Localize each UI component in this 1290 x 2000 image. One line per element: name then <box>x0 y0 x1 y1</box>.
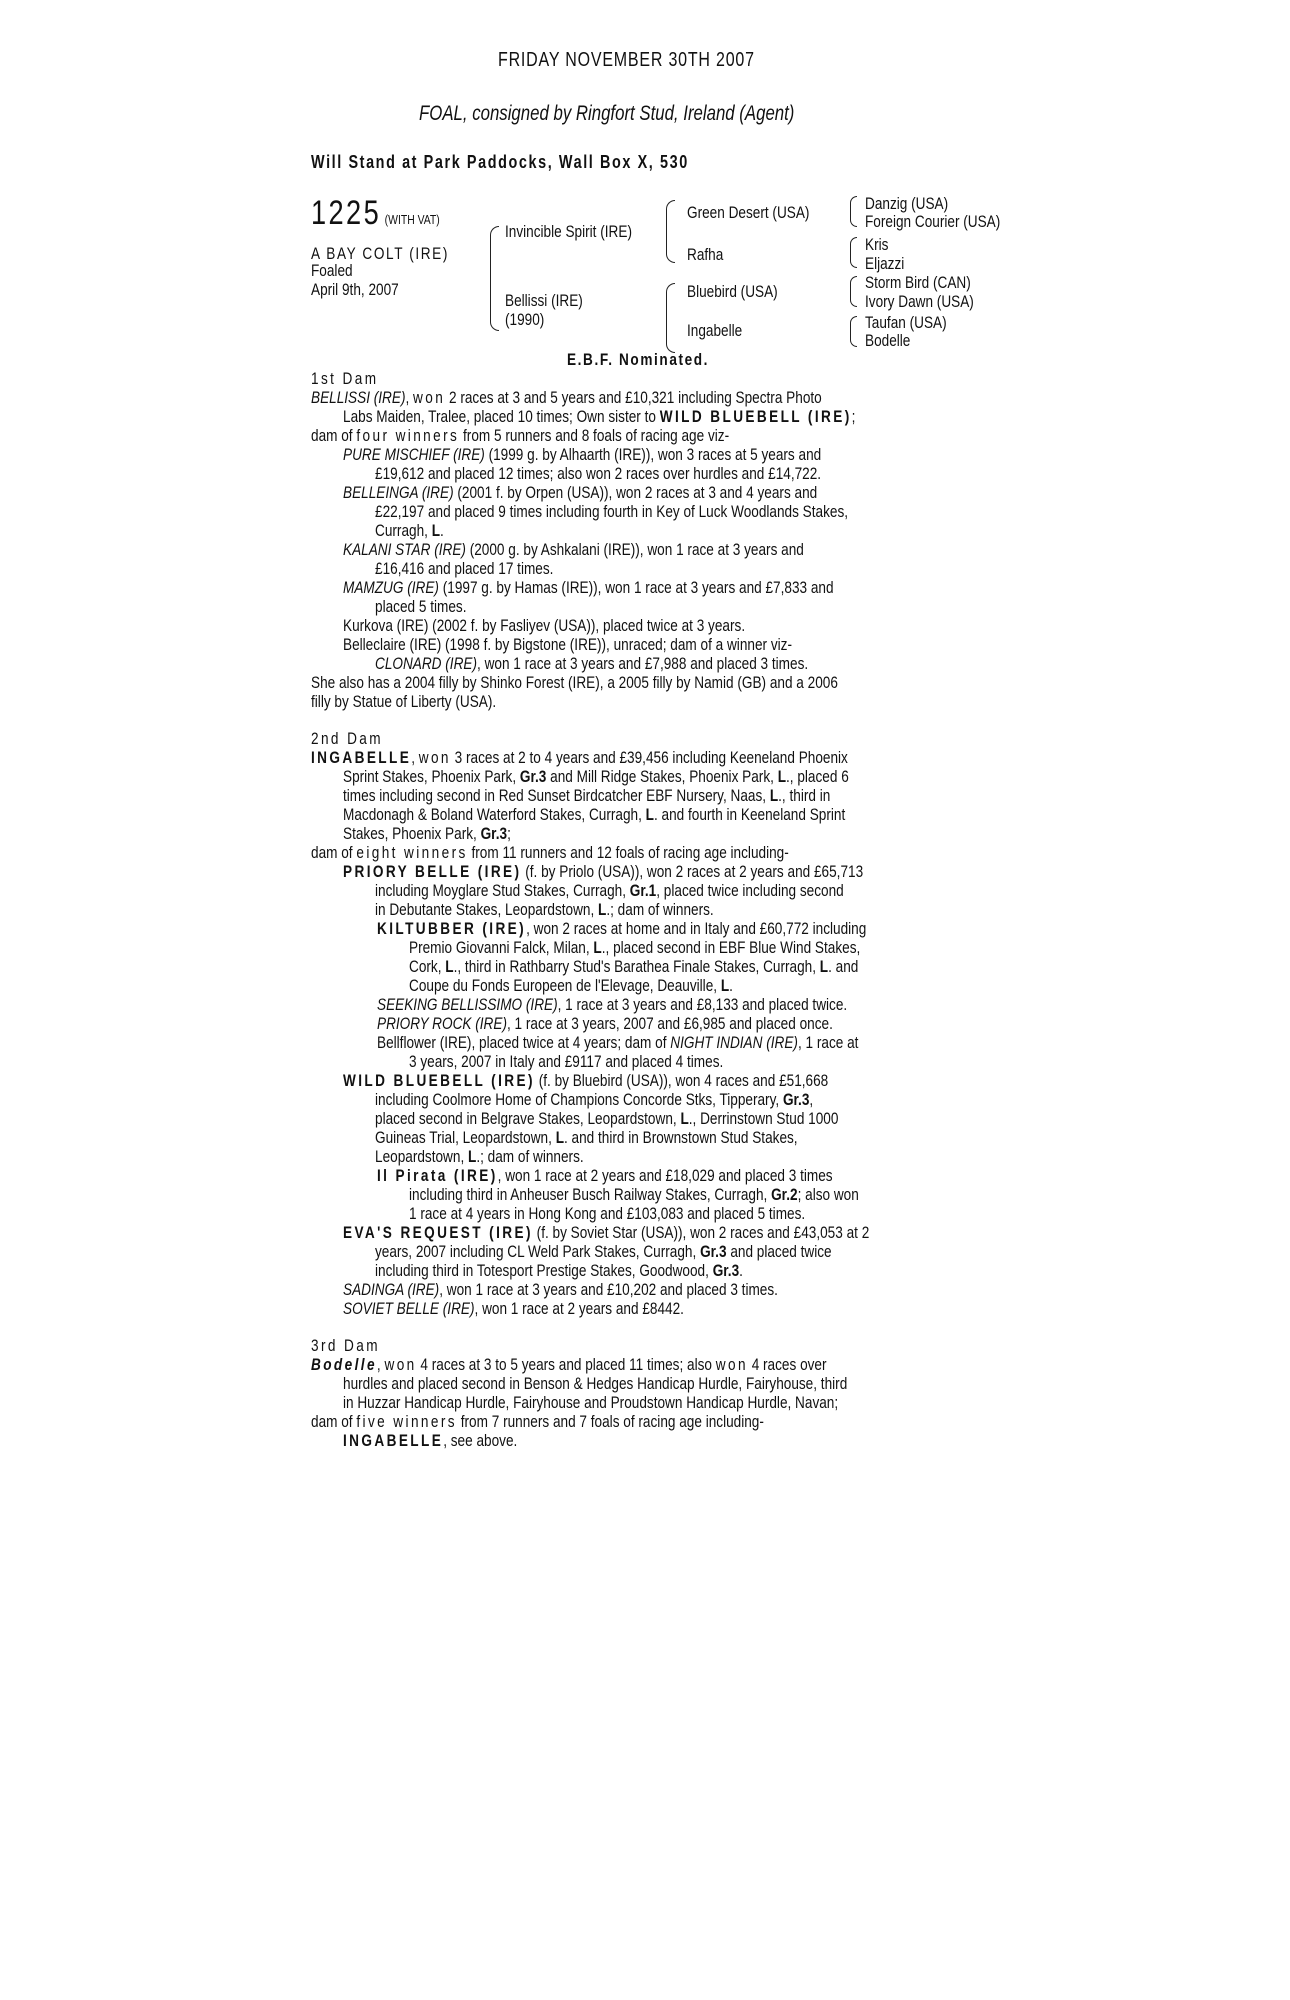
dam2-line-25: 1 race at 4 years in Hong Kong and £103,083 and placed 5 times. <box>409 1204 806 1223</box>
text-part: dam of <box>311 1412 357 1431</box>
text-part: , <box>376 1355 385 1374</box>
text-part: . and fourth in Keeneland Sprint <box>653 805 846 824</box>
listed-mark: L <box>593 938 602 957</box>
dam2-line-9 <box>375 900 714 919</box>
group-mark: Gr.3 <box>700 1242 727 1261</box>
group-mark: Gr.3 <box>480 824 508 843</box>
dam1-line-11 <box>343 578 834 597</box>
ancestor-2: Foreign Courier (USA) <box>865 212 1001 231</box>
sire: Invincible Spirit (IRE) <box>505 222 632 241</box>
horse-belleinga: BELLEINGA (IRE) <box>343 483 454 502</box>
text-part: from 5 runners and 8 foals of racing age viz- <box>459 426 730 445</box>
text-part: ., Derrinstown Stud 1000 <box>688 1109 839 1128</box>
pedigree-brace-lower <box>490 278 499 331</box>
text-part: Guineas Trial, Leopardstown, <box>375 1128 556 1147</box>
dam-dam: Ingabelle <box>687 321 743 340</box>
group-mark: Gr.2 <box>771 1185 798 1204</box>
text-part: including Coolmore Home of Champions Concorde Stks, Tipperary, <box>375 1090 783 1109</box>
text-part: 2 races at 3 and 5 years and £10,321 including Spectra Photo <box>445 388 822 407</box>
listed-mark: L <box>645 805 654 824</box>
text-part: (f. by Priolo (USA)), won 2 races at 2 years and £65,713 <box>521 862 864 881</box>
text-part: in Debutante Stakes, Leopardstown, <box>375 900 599 919</box>
dam2-line-12 <box>409 957 858 976</box>
listed-mark: L <box>555 1128 564 1147</box>
text-part: dam of <box>311 843 357 862</box>
foaled-label: Foaled <box>311 261 353 280</box>
text-part: ., third in <box>778 786 831 805</box>
horse-evas-request: EVA'S REQUEST (IRE) <box>343 1223 533 1242</box>
dam2-line-18 <box>343 1071 828 1090</box>
text-part: and Mill Ridge Stakes, Phoenix Park, <box>546 767 778 786</box>
dam1-line-6 <box>343 483 817 502</box>
ancestor-7: Taufan (USA) <box>865 313 947 332</box>
dam2-line-28 <box>375 1261 743 1280</box>
lot-number-block <box>311 194 440 233</box>
text-part: Stakes, Phoenix Park, <box>343 824 481 843</box>
ebf-nominated: E.B.F. Nominated. <box>567 350 710 369</box>
dam-year: (1990) <box>505 310 545 329</box>
dam1-line-5: £19,612 and placed 12 times; also won 2 races over hurdles and £14,722. <box>375 464 822 483</box>
dam2-line-15 <box>377 1014 833 1033</box>
won-word: won <box>715 1355 748 1374</box>
text-part: , <box>405 388 414 407</box>
vat-note: (WITH VAT) <box>384 212 440 227</box>
text-part: . <box>729 976 733 995</box>
text-part: 4 races over <box>747 1355 827 1374</box>
text-part: (f. by Soviet Star (USA)), won 2 races and £43,053 at 2 <box>532 1223 870 1242</box>
group-mark: Gr.3 <box>782 1090 810 1109</box>
text-part: , won 1 race at 3 years and £10,202 and placed 3 times. <box>439 1280 778 1299</box>
stand-location: Will Stand at Park Paddocks, Wall Box X, 530 <box>311 152 689 172</box>
horse-mamzug: MAMZUG (IRE) <box>343 578 439 597</box>
text-part: (2000 g. by Ashkalani (IRE)), won 1 race at 3 years and <box>465 540 804 559</box>
text-part: Macdonagh & Boland Waterford Stakes, Curragh, <box>343 805 646 824</box>
group-mark: Gr.1 <box>629 881 657 900</box>
text-part: (2001 f. by Orpen (USA)), won 2 races at 3 and 4 years and <box>453 483 818 502</box>
brace-g3-lower <box>850 294 857 307</box>
brace-g1 <box>850 196 857 215</box>
text-part: . <box>739 1261 743 1280</box>
horse-ingabelle: INGABELLE <box>311 748 412 767</box>
text-part: including third in Anheuser Busch Railway Stakes, Curragh, <box>409 1185 772 1204</box>
text-part: , 1 race at 3 years, 2007 and £6,985 and placed once. <box>506 1014 833 1033</box>
text-part: , won 1 race at 2 years and £8442. <box>474 1299 684 1318</box>
text-part: Labs Maiden, Tralee, placed 10 times; Own sister to <box>343 407 660 426</box>
text-part: times including second in Red Sunset Birdcatcher EBF Nursery, Naas, <box>343 786 770 805</box>
pedigree-brace-upper <box>490 226 499 279</box>
ancestor-5: Storm Bird (CAN) <box>865 273 971 292</box>
group-mark: Gr.3 <box>519 767 547 786</box>
brace-g2-lower <box>850 255 857 268</box>
text-part: , see above. <box>443 1431 518 1450</box>
dam2-line-1 <box>311 748 848 767</box>
third-dam-heading: 3rd Dam <box>311 1336 380 1355</box>
listed-mark: L <box>680 1109 689 1128</box>
text-part: , won 2 races at home and in Italy and £60,772 including <box>526 919 867 938</box>
won-word: won <box>384 1355 417 1374</box>
text-part: , <box>411 748 419 767</box>
dam2-line-19 <box>375 1090 813 1109</box>
text-part: 4 races at 3 to 5 years and placed 11 times; also <box>416 1355 716 1374</box>
text-part: Premio Giovanni Falck, Milan, <box>409 938 594 957</box>
dam2-line-22 <box>375 1147 584 1166</box>
horse-seeking-bellissimo: SEEKING BELLISSIMO (IRE) <box>377 995 558 1014</box>
text-part: ; <box>507 824 511 843</box>
dam2-line-16 <box>377 1033 858 1052</box>
horse-pure-mischief: PURE MISCHIEF (IRE) <box>343 445 485 464</box>
text-part: (1999 g. by Alhaarth (IRE)), won 3 races at 5 years and <box>484 445 822 464</box>
text-part: Coupe du Fonds Europeen de l'Elevage, Deauville, <box>409 976 721 995</box>
text-part: . and <box>828 957 859 976</box>
dam3-line-1 <box>311 1355 827 1374</box>
dam1-line-14: Belleclaire (IRE) (1998 f. by Bigstone (IRE)), unraced; dam of a winner viz- <box>343 635 792 654</box>
dam2-line-6 <box>311 843 789 862</box>
dam1-line-1 <box>311 388 822 407</box>
horse-sadinga: SADINGA (IRE) <box>343 1280 440 1299</box>
dam2-line-29 <box>343 1280 778 1299</box>
ancestor-4: Eljazzi <box>865 254 905 273</box>
dam2-line-11 <box>409 938 860 957</box>
dam2-line-3 <box>343 786 830 805</box>
text-part: placed second in Belgrave Stakes, Leopardstown, <box>375 1109 681 1128</box>
dam3-line-5 <box>343 1431 517 1450</box>
text-part: , 1 race at 3 years and £8,133 and placed twice. <box>557 995 848 1014</box>
brace-g4 <box>850 316 857 335</box>
horse-wild-bluebell: WILD BLUEBELL (IRE) <box>343 1071 535 1090</box>
ancestor-3: Kris <box>865 235 889 254</box>
group-mark: Gr.3 <box>712 1261 740 1280</box>
text-part: from 7 runners and 7 foals of racing age including- <box>456 1412 764 1431</box>
text-part: ., placed second in EBF Blue Wind Stakes, <box>601 938 861 957</box>
text-part: (1997 g. by Hamas (IRE)), won 1 race at 3 years and £7,833 and <box>438 578 834 597</box>
dam2-line-17: 3 years, 2007 in Italy and £9117 and placed 4 times. <box>409 1052 724 1071</box>
text-part: from 11 runners and 12 foals of racing age including- <box>467 843 789 862</box>
text-part: dam of <box>311 426 357 445</box>
dam1-line-10: £16,416 and placed 17 times. <box>375 559 554 578</box>
brace-g3 <box>850 276 857 295</box>
dam2-line-23 <box>377 1166 833 1185</box>
text-part: and placed twice <box>726 1242 832 1261</box>
sire-dam: Rafha <box>687 245 724 264</box>
dam2-line-4 <box>343 805 845 824</box>
horse-kiltubber: KILTUBBER (IRE) <box>377 919 527 938</box>
horse-soviet-belle: SOVIET BELLE (IRE) <box>343 1299 475 1318</box>
dam1-line-3 <box>311 426 729 445</box>
dam3-line-4 <box>311 1412 764 1431</box>
text-part: , 1 race at <box>797 1033 859 1052</box>
dam1-line-7: £22,197 and placed 9 times including fourth in Key of Luck Woodlands Stakes, <box>375 502 849 521</box>
dam1-line-15 <box>375 654 808 673</box>
winners-count: four winners <box>356 426 460 445</box>
ancestor-6: Ivory Dawn (USA) <box>865 292 974 311</box>
brace-g4-lower <box>850 334 857 347</box>
listed-mark: L <box>431 521 441 540</box>
foaled-date: April 9th, 2007 <box>311 280 399 299</box>
horse-wild-bluebell: WILD BLUEBELL (IRE) <box>659 407 852 426</box>
pedigree-brace-dam <box>666 283 675 318</box>
listed-mark: L <box>468 1147 477 1166</box>
ancestor-8: Bodelle <box>865 331 911 350</box>
dam2-line-10 <box>377 919 866 938</box>
lot-number: 1225 <box>311 194 382 232</box>
text-part: years, 2007 including CL Weld Park Stakes, Curragh, <box>375 1242 701 1261</box>
won-word: won <box>418 748 451 767</box>
text-part: ; also won <box>797 1185 859 1204</box>
dam1-line-13: Kurkova (IRE) (2002 f. by Fasliyev (USA)), placed twice at 3 years. <box>343 616 746 635</box>
text-part: Cork, <box>409 957 446 976</box>
text-part: Sprint Stakes, Phoenix Park, <box>343 767 520 786</box>
dam-sire: Bluebird (USA) <box>687 282 778 301</box>
dam2-line-21 <box>375 1128 798 1147</box>
listed-mark: L <box>720 976 730 995</box>
dam1-line-2 <box>343 407 855 426</box>
text-part: . <box>440 521 444 540</box>
dam2-line-27 <box>375 1242 832 1261</box>
horse-priory-belle: PRIORY BELLE (IRE) <box>343 862 522 881</box>
dam1-line-16: She also has a 2004 filly by Shinko Forest (IRE), a 2005 filly by Namid (GB) and a 2006 <box>311 673 838 692</box>
pedigree-brace-dam-lower <box>666 317 675 353</box>
dam1-line-12: placed 5 times. <box>375 597 467 616</box>
dam2-line-14 <box>377 995 847 1014</box>
horse-bodelle: Bodelle <box>311 1355 377 1374</box>
dam2-line-13 <box>409 976 733 995</box>
text-part: ; <box>851 407 856 426</box>
text-part: Bellflower (IRE), placed twice at 4 years; dam of <box>377 1033 671 1052</box>
text-part: .; dam of winners. <box>606 900 714 919</box>
text-part: , <box>809 1090 814 1109</box>
horse-kalani-star: KALANI STAR (IRE) <box>343 540 466 559</box>
dam2-line-5 <box>343 824 511 843</box>
pedigree-brace-sire-lower <box>666 231 675 263</box>
brace-g2 <box>850 237 857 256</box>
listed-mark: L <box>445 957 454 976</box>
dam3-line-3: in Huzzar Handicap Hurdle, Fairyhouse and Proudstown Handicap Hurdle, Navan; <box>343 1393 839 1412</box>
sire-sire: Green Desert (USA) <box>687 203 810 222</box>
horse-il-pirata: Il Pirata (IRE) <box>377 1166 498 1185</box>
dam2-line-7 <box>343 862 863 881</box>
sale-date: FRIDAY NOVEMBER 30TH 2007 <box>498 49 755 71</box>
dam1-line-9 <box>343 540 804 559</box>
dam1-line-4 <box>343 445 821 464</box>
text-part: 3 races at 2 to 4 years and £39,456 including Keeneland Phoenix <box>450 748 848 767</box>
listed-mark: L <box>819 957 829 976</box>
won-word: won <box>413 388 446 407</box>
second-dam-heading: 2nd Dam <box>311 729 383 748</box>
dam-name: Bellissi (IRE) <box>505 291 583 310</box>
text-part: .; dam of winners. <box>476 1147 584 1166</box>
text-part: including third in Totesport Prestige Stakes, Goodwood, <box>375 1261 713 1280</box>
dam2-line-24 <box>409 1185 859 1204</box>
text-part: ., third in Rathbarry Stud's Barathea Finale Stakes, Curragh, <box>453 957 820 976</box>
horse-night-indian: NIGHT INDIAN (IRE) <box>670 1033 798 1052</box>
text-part: Curragh, <box>375 521 432 540</box>
brace-g1-lower <box>850 214 857 227</box>
text-part: including Moyglare Stud Stakes, Curragh, <box>375 881 630 900</box>
horse-ingabelle: INGABELLE <box>343 1431 444 1450</box>
text-part: , won 1 race at 3 years and £7,988 and placed 3 times. <box>477 654 809 673</box>
first-dam-heading: 1st Dam <box>311 369 379 388</box>
horse-clonard: CLONARD (IRE) <box>375 654 478 673</box>
text-part: Leopardstown, <box>375 1147 468 1166</box>
pedigree-brace-sire <box>666 200 675 232</box>
listed-mark: L <box>777 767 786 786</box>
text-part: . and third in Brownstown Stud Stakes, <box>564 1128 798 1147</box>
dam2-line-2 <box>343 767 849 786</box>
winners-count: eight winners <box>356 843 468 862</box>
winners-count: five winners <box>356 1412 457 1431</box>
text-part: , won 1 race at 2 years and £18,029 and placed 3 times <box>497 1166 833 1185</box>
text-part: ., placed 6 <box>786 767 849 786</box>
dam2-line-30 <box>343 1299 684 1318</box>
consignor-line: FOAL, consigned by Ringfort Stud, Ireland (Agent) <box>419 102 795 125</box>
text-part: , placed twice including second <box>656 881 844 900</box>
dam-bellissi: BELLISSI (IRE) <box>311 388 406 407</box>
dam1-line-17: filly by Statue of Liberty (USA). <box>311 692 497 711</box>
text-part: (f. by Bluebird (USA)), won 4 races and £51,668 <box>534 1071 829 1090</box>
listed-mark: L <box>598 900 607 919</box>
dam2-line-20 <box>375 1109 838 1128</box>
dam3-line-2: hurdles and placed second in Benson & Hedges Handicap Hurdle, Fairyhouse, third <box>343 1374 848 1393</box>
dam2-line-26 <box>343 1223 869 1242</box>
dam2-line-8 <box>375 881 844 900</box>
horse-priory-rock: PRIORY ROCK (IRE) <box>377 1014 507 1033</box>
horse-title: A BAY COLT (IRE) <box>311 244 449 263</box>
ancestor-1: Danzig (USA) <box>865 194 949 213</box>
listed-mark: L <box>769 786 779 805</box>
dam1-line-8 <box>375 521 444 540</box>
